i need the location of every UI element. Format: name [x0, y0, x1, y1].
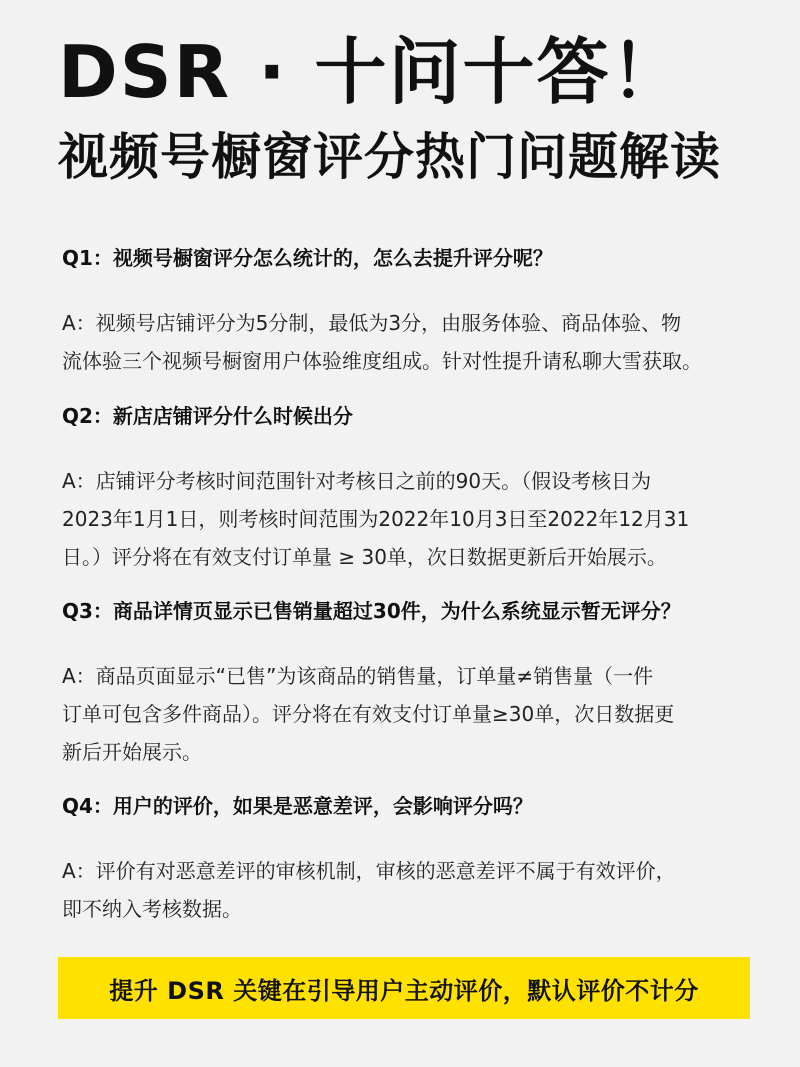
answer-4-line-2: 即不纳入考核数据。 — [62, 897, 242, 921]
answer-2-line-1: A：店铺评分考核时间范围针对考核日之前的90天。（假设考核日为 — [62, 469, 652, 493]
answer-1-line-1: A：视频号店铺评分为5分制，最低为3分，由服务体验、商品体验、物 — [62, 311, 682, 335]
answer-2-line-3: 日。）评分将在有效支付订单量 ≥ 30单，次日数据更新后开始展示。 — [62, 545, 667, 569]
answer-3-line-2: 订单可包含多件商品）。评分将在有效支付订单量≥30单，次日数据更 — [62, 702, 675, 726]
question-3: Q3：商品详情页显示已售销量超过30件，为什么系统显示暂无评分？ — [62, 599, 681, 623]
question-4: Q4：用户的评价，如果是恶意差评，会影响评分吗？ — [62, 794, 533, 818]
qa-item-2 — [62, 402, 752, 576]
answer-3-line-3: 新后开始展示。 — [62, 740, 202, 764]
answer-3-line-1: A：商品页面显示“已售”为该商品的销售量，订单量≠销售量（一件 — [62, 664, 654, 688]
page-subtitle: 视频号橱窗评分热门问题解读 — [58, 128, 721, 186]
answer-2 — [62, 462, 752, 576]
question-1: Q1：视频号橱窗评分怎么统计的，怎么去提升评分呢？ — [62, 246, 553, 270]
answer-4-line-1: A：评价有对恶意差评的审核机制，审核的恶意差评不属于有效评价， — [62, 859, 676, 883]
answer-4 — [62, 852, 752, 928]
qa-item-1 — [62, 244, 752, 380]
answer-3 — [62, 657, 752, 771]
question-2: Q2：新店店铺评分什么时候出分 — [62, 404, 353, 428]
answer-1-line-2: 流体验三个视频号橱窗用户体验维度组成。针对性提升请私聊大雪获取。 — [62, 349, 702, 373]
highlight-banner — [58, 957, 750, 1019]
answer-1 — [62, 304, 752, 380]
qa-item-3 — [62, 597, 752, 771]
page-title: DSR · 十问十答！ — [58, 30, 685, 114]
qa-item-4 — [62, 792, 752, 928]
answer-2-line-2: 2023年1月1日，则考核时间范围为2022年10月3日至2022年12月31 — [62, 507, 690, 531]
highlight-banner-text: 提升 DSR 关键在引导用户主动评价，默认评价不计分 — [109, 976, 699, 1005]
